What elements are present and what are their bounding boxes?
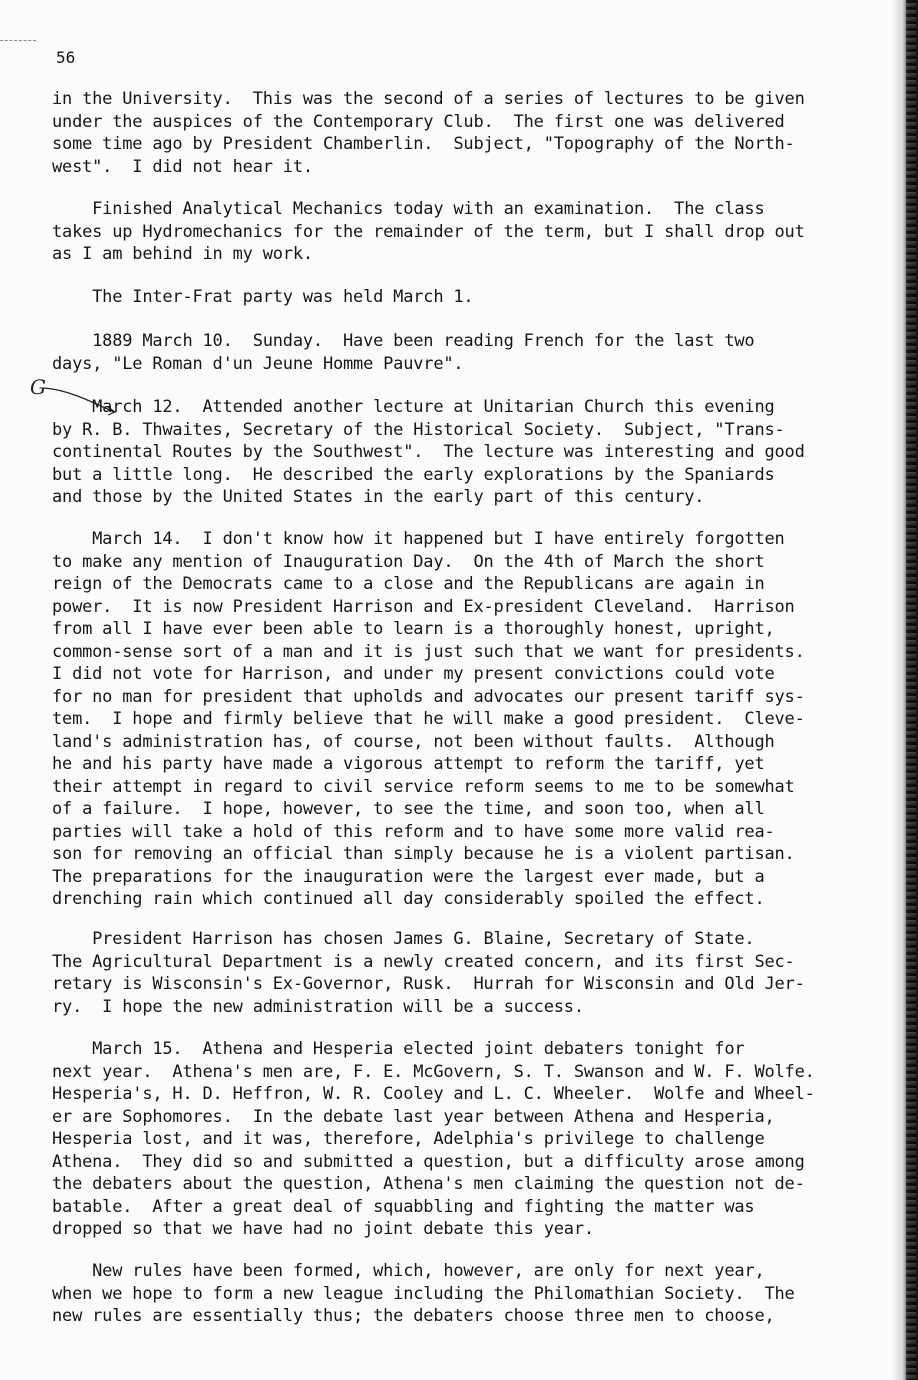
- paragraph-march-15: March 15. Athena and Hesperia elected joint debaters tonight for next year. Athena's men are, F. E. McGovern, S. T. Swanson and W. F. Wolfe. Hesperia's, H. D. Heffron, W. R. Cooley and L. C. Wheeler. Wolfe and Wheel- er are Sophomores. In the debate last year between Athena and Hesperia, Hesperia lost, and it was, therefore, Adelphia's privilege to challenge Athena. They did so and submitted a question, but a difficulty arose among the debaters about the question, Athena's men claiming the question not de- batable. After a great deal of squabbling and fighting the matter was dropped so that we have had no joint debate this year.: [52, 1039, 815, 1239]
- margin-note-letter: G: [30, 375, 46, 399]
- paragraph-march-12: March 12. Attended another lecture at Unitarian Church this evening by R. B. Thwaites, Secretary of the Historical Society. Subject, "Trans- continental Routes by the Southwest". The lecture was interesting and good but a little long. He described the early explorations by the Spaniards and those by the United States in the early part of this century.: [52, 397, 805, 507]
- paragraph-analytical-mechanics: Finished Analytical Mechanics today with an examination. The class takes up Hydromechanics for the remainder of the term, but I shall drop out as I am behind in my work.: [52, 199, 805, 264]
- paragraph-march-10: 1889 March 10. Sunday. Have been reading French for the last two days, "Le Roman d'un Jeune Homme Pauvre".: [52, 331, 755, 374]
- paragraph-inter-frat-party: The Inter-Frat party was held March 1.: [52, 287, 474, 307]
- binding-edge: [906, 0, 916, 1380]
- paragraph-march-14: March 14. I don't know how it happened but I have entirely forgotten to make any mention of Inauguration Day. On the 4th of March the short reign of the Democrats came to a close and the Republicans are again in power. It is now President Harrison and Ex-president Cleveland. Harrison from all I have ever been able to learn is a thoroughly honest, upright, common-sense sort of a man and it is just such that we want for presidents. I did not vote for Harrison, and under my present convictions could vote for no man for president that upholds and advocates our present tariff sys- tem. I hope and firmly believe that he will make a good president. Cleve- land's administration has, of course, not been without faults. Although he and his party have made a vigorous attempt to reform the tariff, yet their attempt in regard to civil service reform seems to me to be somewhat of a failure. I hope, however, to see the time, and soon too, when all parties will take a hold of this reform and to have some more valid rea- son for removing an official than simply because he is a violent partisan. The preparations for the inauguration were the largest ever made, but a drenching rain which continued all day considerably spoiled the effect.: [52, 529, 805, 909]
- scan-edge-mark: [0, 40, 36, 41]
- paragraph-harrison-cabinet: President Harrison has chosen James G. Blaine, Secretary of State. The Agricultural Department is a newly created concern, and its first Sec- retary is Wisconsin's Ex-Governor, Rusk. Hurrah for Wisconsin and Old Jer- ry. I hope the new administration will be a success.: [52, 929, 805, 1017]
- paragraph-lecture-continued: in the University. This was the second of a series of lectures to be given under the auspices of the Contemporary Club. The first one was delivered some time ago by President Chamberlin. Subject, "Topography of the North- west". I did not hear it.: [52, 89, 805, 177]
- paragraph-new-rules: New rules have been formed, which, however, are only for next year, when we hope to form a new league including the Philomathian Society. The new rules are essentially thus; the debaters choose three men to choose,: [52, 1261, 795, 1326]
- page-number: 56: [56, 48, 76, 67]
